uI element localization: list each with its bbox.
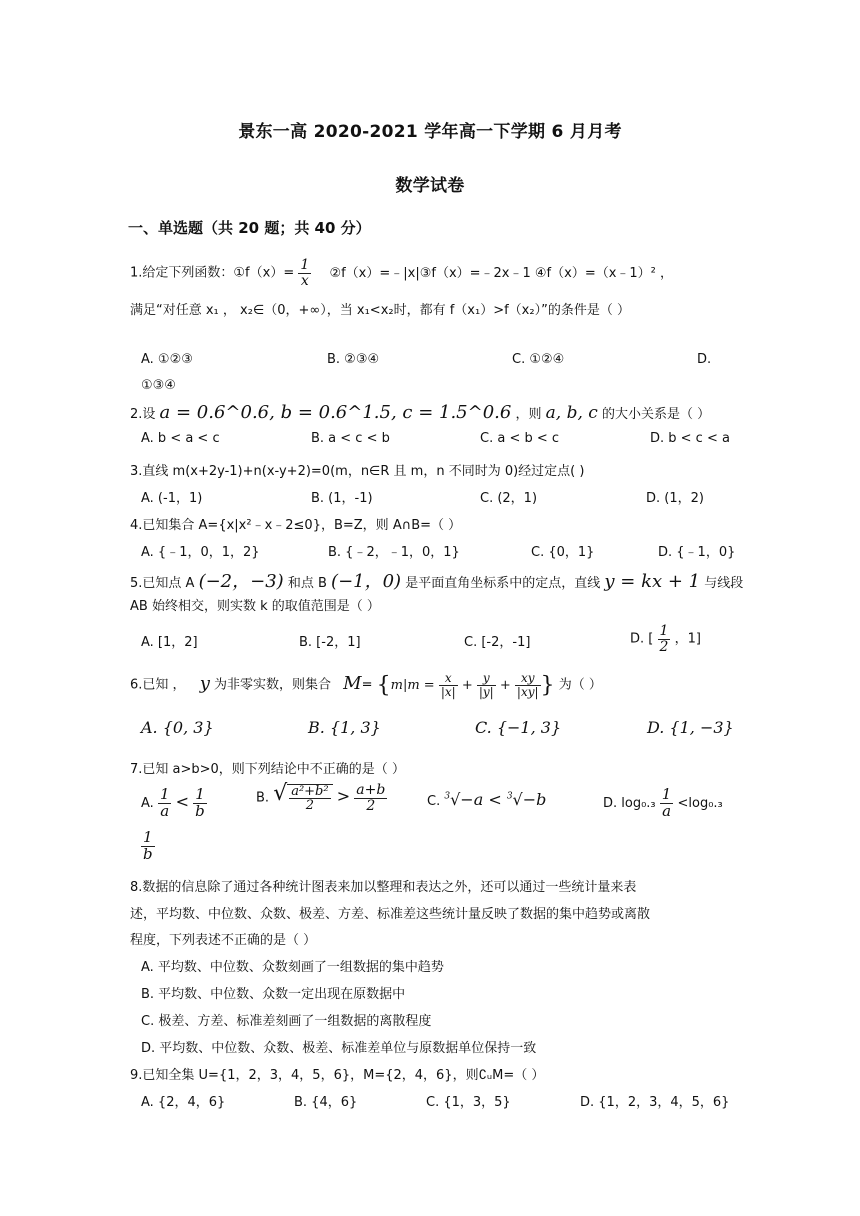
question-3: 3.直线 m(x+2y-1)+n(x-y+2)=0(m，n∈R 且 m，n 不同时为 0)经过定点( ) [130,464,585,479]
q7-option-a: A. $\frac{1}{a}$ < $\frac{1}{b}$ [141,785,205,820]
question-4: 4.已知集合 A={x|x²﹣x﹣2≤0}，B=Z，则 A∩B=（ ） [130,518,462,533]
q2-option-d: D. b < c < a [650,431,730,446]
q6-set-expression: {m|m = $\frac{x}{|x|}$ + $\frac{y}{|y|}$ + $\frac{xy}{|xy|}$ } [376,671,555,699]
exam-title: 景东一高 2020-2021 学年高一下学期 6 月月考 [238,122,622,142]
q3-option-a: A. (-1，1) [141,491,203,506]
q1-fraction [298,258,311,288]
q1-option-d: D. [697,352,712,367]
q6-option-d: D. {1, −3} [647,718,734,737]
q2-stem-a: 2.设 [130,407,156,422]
q7-option-c: C. $^3$√−a < $^3$√−b [427,790,547,809]
q8-option-c: C. 极差、方差、标准差刻画了一组数据的离散程度 [141,1014,432,1029]
q7-option-b: B. √ $\frac{\text{a²+b²}}{2}$ > $\frac{a+b}{2}$ [256,783,387,813]
q7-c-label: C. [427,794,441,809]
q2-stem-c: 的大小关系是（ ） [601,407,711,422]
q6-option-b: B. {1, 3} [308,718,381,737]
q1-frac-den: x [300,272,309,289]
q2-stem-b: ，则 [515,407,542,422]
question-9: 9.已知全集 U={1，2，3，4，5，6}，M={2，4，6}，则∁ᵤM=（ ） [130,1068,545,1083]
q5-stem-a: 5.已知点 A [130,576,195,591]
q1-stem-a: 1.给定下列函数：①f（x）= [130,265,295,281]
q6-stem-a: 6.已知 ， [130,677,186,693]
q5-d-num: 1 [659,623,669,639]
q1-option-d-cont: ①③④ [141,378,176,393]
q9-option-a: A. {2，4，6} [141,1095,226,1110]
question-2 [130,402,710,423]
q9-option-b: B. {4，6} [294,1095,358,1110]
q5-option-a: A. [1，2] [141,635,198,650]
q4-option-c: C. {0，1} [531,545,595,560]
q6-option-c: C. {−1, 3} [475,718,562,737]
q2-option-b: B. a < c < b [311,431,390,446]
q3-option-d: D. (1，2) [646,491,704,506]
q3-option-c: C. (2，1) [480,491,538,506]
q6-var-y: y [199,672,210,694]
question-6: 6.已知 ， y 为非零实数，则集合 M= {m|m = $\frac{x}{|x|}$ + $\frac{y}{|y|}$ + $\frac{xy}{|xy|}$ } 为（ ） [130,671,602,699]
q5-stem-d: 与线段 [704,576,744,591]
q5-option-d [630,624,701,654]
q1-frac-num: 1 [300,257,310,273]
q5-point-a: (−2，−3) [198,571,284,592]
q5-d-den: 2 [659,638,669,655]
q9-option-c: C. {1，3，5} [426,1095,511,1110]
q2-option-a: A. b < a < c [141,431,220,446]
q1-option-a: A. ①②③ [141,352,193,367]
q8-option-a: A. 平均数、中位数、众数刻画了一组数据的集中趋势 [141,960,444,975]
q7-option-d: D. log₀.₃ $\frac{1}{a}$ <log₀.₃ [603,785,723,820]
q4-option-d: D. {﹣1，0} [658,545,736,560]
q6-set-name: M [343,672,362,694]
q8-option-b: B. 平均数、中位数、众数一定出现在原数据中 [141,987,406,1002]
q5-line-eq: y = kx + 1 [604,571,701,592]
q5-option-d-label: D. [ [630,631,654,647]
question-7: 7.已知 a>b>0，则下列结论中不正确的是（ ） [130,762,405,777]
q5-point-b: (−1，0) [331,571,402,592]
question-5-line-2: AB 始终相交，则实数 k 的取值范围是（ ） [130,599,380,614]
q7-d-mid: <log₀.₃ [677,795,723,811]
q7-d-label: D. log₀.₃ [603,795,656,811]
q1-option-b: B. ②③④ [327,352,380,367]
question-1-line-1 [130,258,673,288]
q9-option-d: D. {1，2，3，4，5，6} [580,1095,730,1110]
question-1-line-2: 满足“对任意 x₁ ， x₂∈（0，+∞），当 x₁<x₂时，都有 f（x₁）>f（x₂）”的条件是（ ） [130,303,630,318]
q5-option-b: B. [-2，1] [299,635,361,650]
q1-option-c: C. ①②④ [512,352,565,367]
section-heading: 一、单选题（共 20 题；共 40 分） [128,219,371,237]
q4-option-a: A. {﹣1，0，1，2} [141,545,260,560]
q8-option-d: D. 平均数、中位数、众数、极差、标准差单位与原数据单位保持一致 [141,1041,537,1056]
q1-stem-b: ②f（x）=﹣|x|③f（x）=﹣2x﹣1 ④f（x）=（x﹣1）² ， [329,265,674,281]
q5-option-c: C. [-2，-1] [464,635,531,650]
q7-a-label: A. [141,795,154,811]
q5-stem-c: 是平面直角坐标系中的定点，直线 [405,576,601,591]
q7-option-d-cont: $\frac{1}{b}$ [143,828,153,863]
q2-expression: a = 0.6^0.6, b = 0.6^1.5, c = 1.5^0.6 [159,402,512,423]
q6-stem-c: 为（ ） [558,677,602,693]
question-8-line-2: 述，平均数、中位数、众数、极差、方差、标准差这些统计量反映了数据的集中趋势或离散 [130,907,651,922]
q6-stem-b: 为非零实数，则集合 [214,677,332,693]
question-8-line-1: 8.数据的信息除了通过各种统计图表来加以整理和表达之外，还可以通过一些统计量来表 [130,880,637,895]
q5-stem-b: 和点 B [287,576,327,591]
q5-option-d-tail: ，1] [674,631,701,647]
q2-option-c: C. a < b < c [480,431,560,446]
exam-subtitle: 数学试卷 [395,176,465,196]
question-5-line-1 [130,567,743,593]
q3-option-b: B. (1，-1) [311,491,373,506]
q6-option-a: A. {0, 3} [141,718,214,737]
q4-option-b: B. {﹣2，﹣1，0，1} [328,545,460,560]
question-8-line-3: 程度，下列表述不正确的是（ ） [130,933,317,948]
q2-vars: a, b, c [545,403,598,423]
q5-option-d-fraction [658,624,671,654]
q7-b-label: B. [256,790,270,806]
